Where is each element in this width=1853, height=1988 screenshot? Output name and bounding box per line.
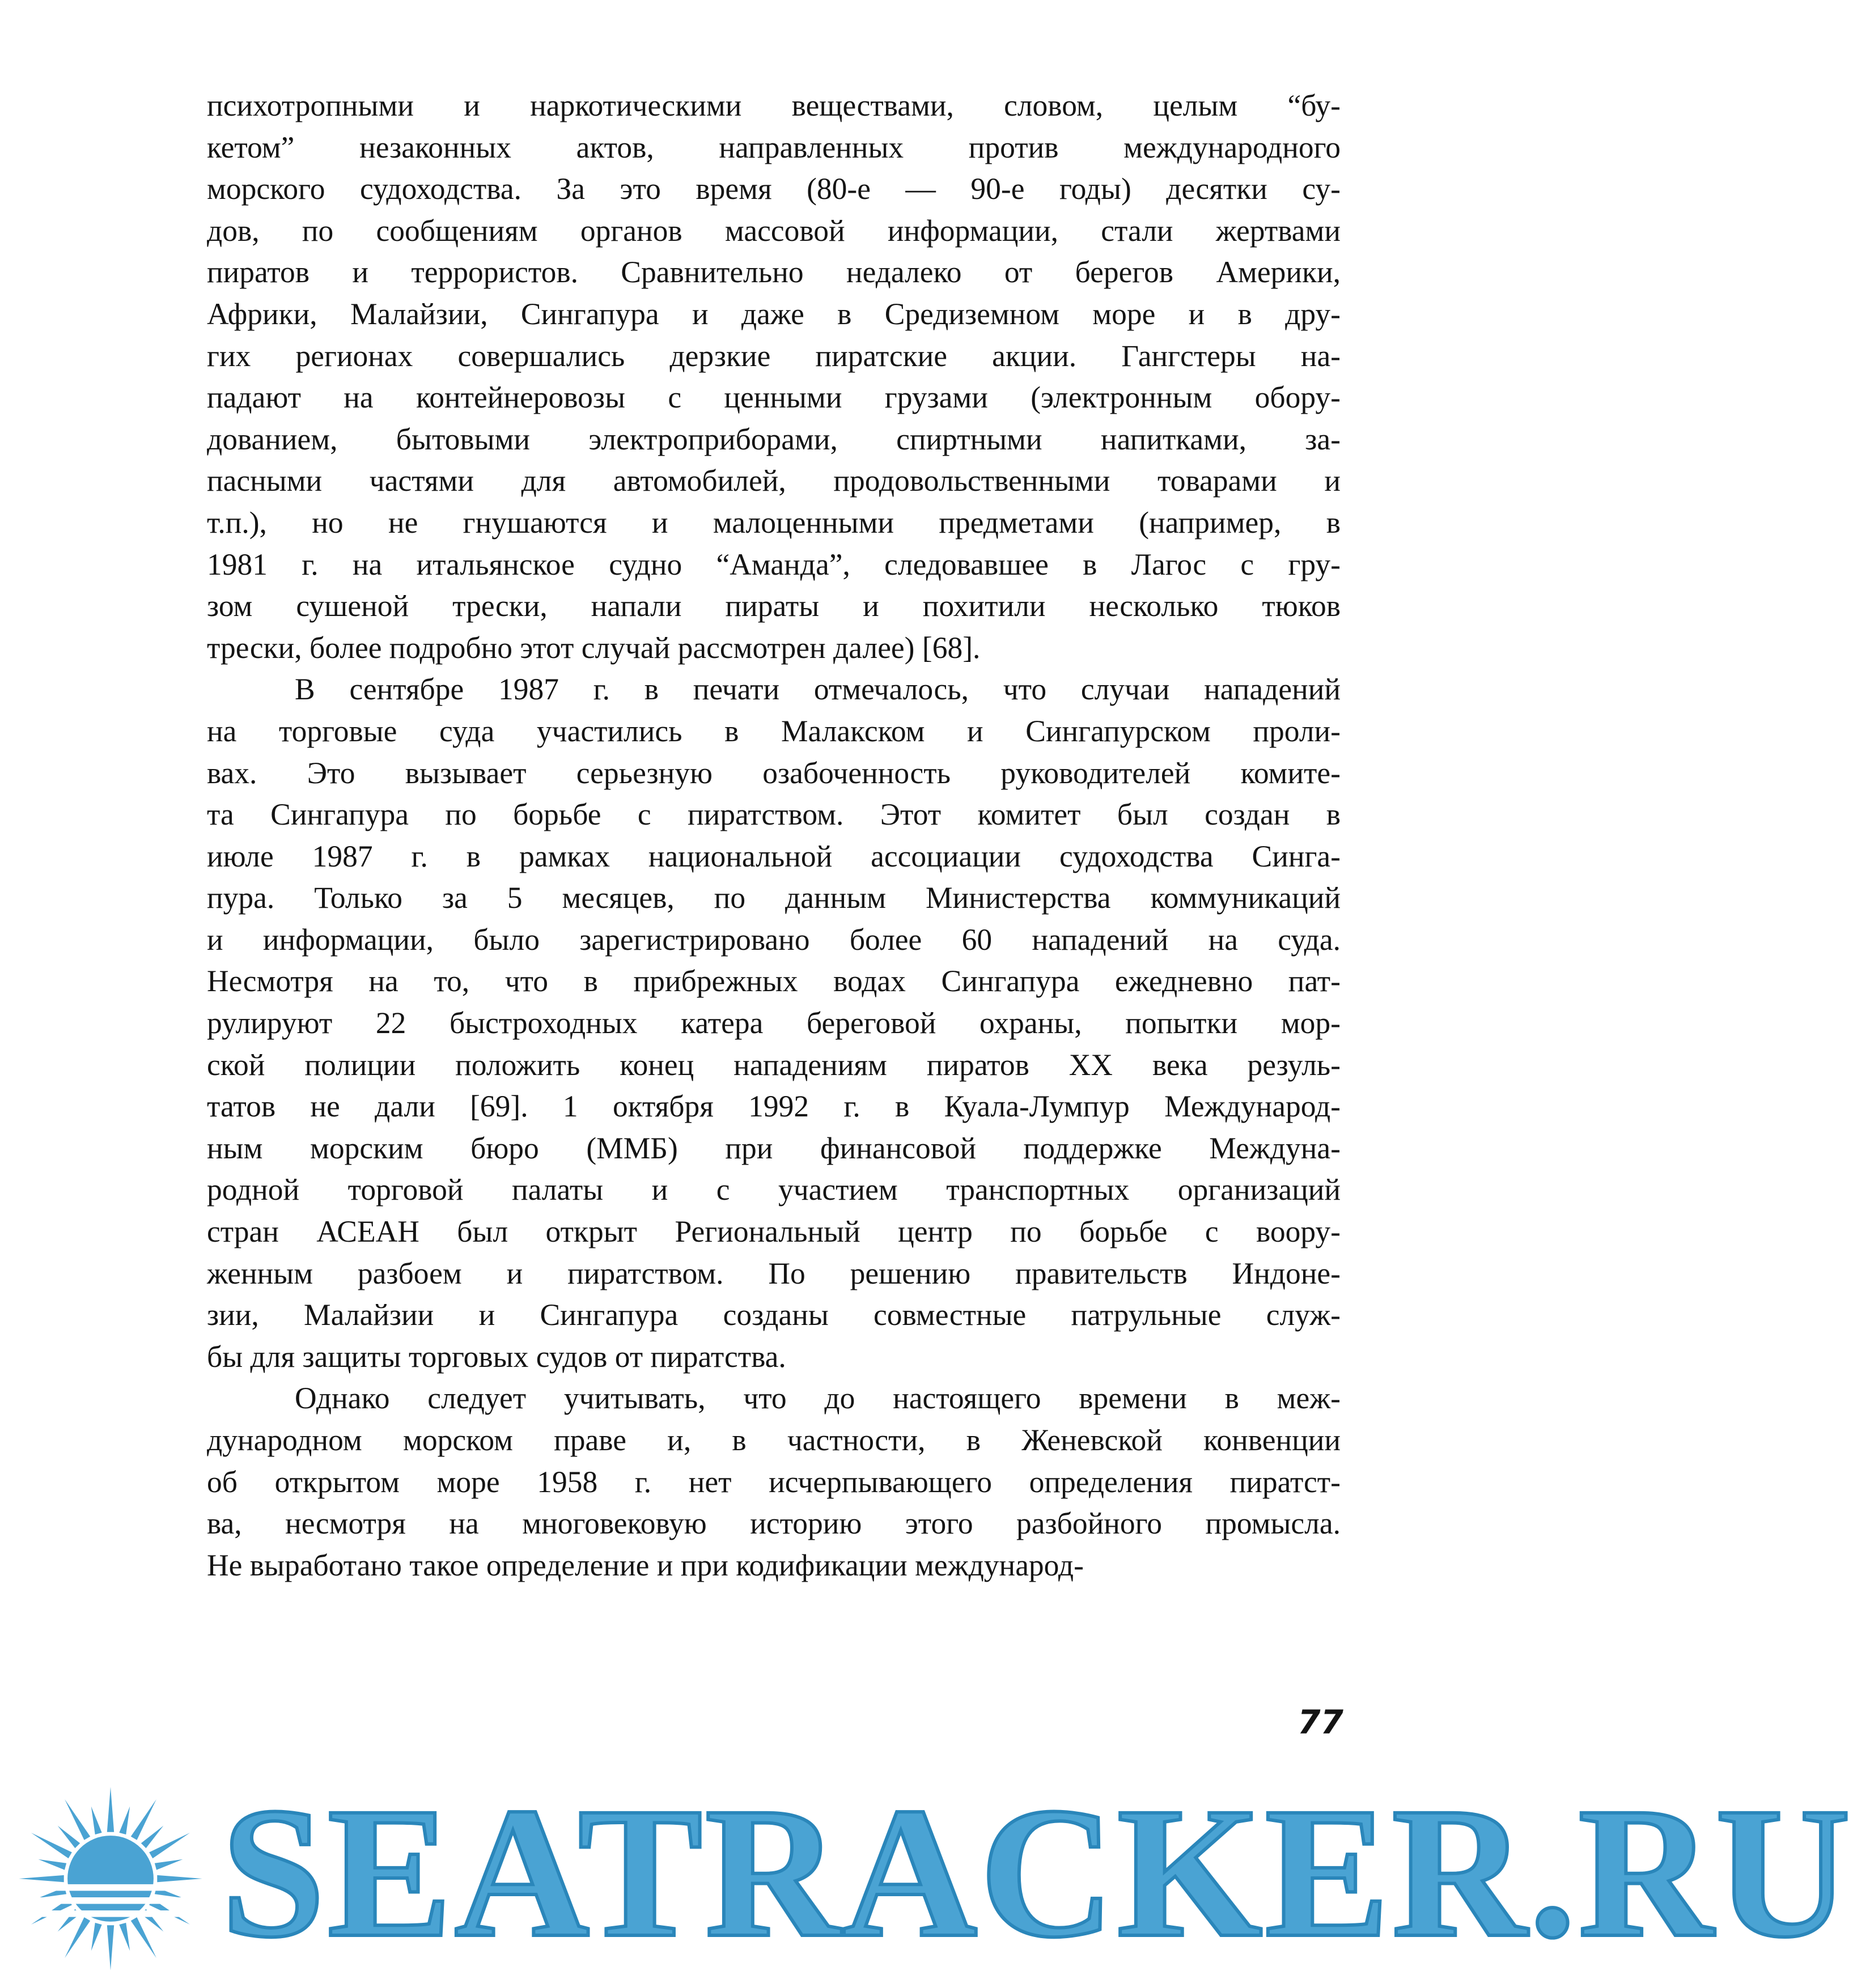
paragraph <box>207 669 1341 1378</box>
sun-ray <box>131 1799 156 1840</box>
sun-ray <box>149 1833 190 1858</box>
sun-ray <box>155 1859 183 1870</box>
sun-ray <box>65 1917 90 1958</box>
sun-icon <box>17 1785 204 1972</box>
sun-ray <box>131 1917 156 1958</box>
text-line: Африки, Малайзии, Сингапура и даже в Средиземном море и в дру- <box>207 296 1341 331</box>
text-line: бы для защиты торговых судов от пиратства. <box>207 1339 786 1374</box>
text-line: женным разбоем и пиратством. По решению правительств Индоне- <box>207 1256 1341 1290</box>
text-line: т.п.), но не гнушаются и малоценными предметами (например, в <box>207 505 1341 540</box>
sun-ray <box>107 1925 114 1970</box>
sun-ray <box>39 1859 67 1870</box>
sun-ray <box>31 1833 72 1858</box>
text-line: вах. Это вызывает серьезную озабоченность руководителей комите- <box>207 755 1341 790</box>
sun-ray <box>65 1799 90 1840</box>
paragraph <box>207 85 1341 669</box>
text-line: об открытом море 1958 г. нет исчерпывающего определения пиратст- <box>207 1464 1341 1499</box>
text-line: пасными частями для автомобилей, продовольственными товарами и <box>207 464 1341 498</box>
text-line: стран АСЕАН был открыт Региональный центр по борьбе с воору- <box>207 1214 1341 1249</box>
text-line: кетом” незаконных актов, направленных против международного <box>207 130 1341 164</box>
text-line: дународном морском праве и, в частности, в Женевской конвенции <box>207 1423 1341 1457</box>
text-line: ным морским бюро (ММБ) при финансовой поддержке Междуна- <box>207 1131 1341 1165</box>
text-line: зии, Малайзии и Сингапура созданы совместные патрульные служ- <box>207 1298 1341 1332</box>
text-line: родной торговой палаты и с участием транспортных организаций <box>207 1173 1341 1207</box>
sun-ray <box>157 1875 202 1882</box>
watermark-logo <box>0 1757 1853 1988</box>
paragraph <box>207 1378 1341 1586</box>
text-line: падают на контейнеровозы с ценными грузами (электронным обору- <box>207 380 1341 415</box>
sun-ray <box>19 1875 63 1882</box>
text-line: гих регионах совершались дерзкие пиратские акции. Гангстеры на- <box>207 338 1341 373</box>
text-line: пиратов и террористов. Сравнительно недалеко от берегов Америки, <box>207 255 1341 290</box>
text-line: ва, несмотря на многовековую историю этого разбойного промысла. <box>207 1506 1341 1541</box>
text-line: морского судоходства. За это время (80-е — 90-е годы) десятки су- <box>207 172 1341 206</box>
text-line: дованием, бытовыми электроприборами, спиртными напитками, за- <box>207 422 1341 456</box>
document-body <box>207 85 1341 1586</box>
text-line: В сентябре 1987 г. в печати отмечалось, что случаи нападений <box>295 672 1341 707</box>
text-line: ской полиции положить конец нападениям пиратов XX века резуль- <box>207 1047 1341 1082</box>
text-line: Не выработано такое определение и при кодификации международ- <box>207 1548 1084 1582</box>
sun-ray <box>91 1807 102 1835</box>
sun-ray <box>58 1826 80 1849</box>
text-line: пура. Только за 5 месяцев, по данным Министерства коммуникаций <box>207 881 1341 915</box>
text-line: татов не дали [69]. 1 октября 1992 г. в Куала-Лумпур Международ- <box>207 1089 1341 1124</box>
text-line: Однако следует учитывать, что до настоящего времени в меж- <box>295 1381 1341 1416</box>
text-line: 1981 г. на итальянское судно “Аманда”, следовавшее в Лагос с гру- <box>207 547 1341 581</box>
watermark-text: SEATRACKER.RU <box>221 1769 1853 1976</box>
sun-ray <box>107 1787 114 1832</box>
text-line: дов, по сообщениям органов массовой информации, стали жертвами <box>207 213 1341 248</box>
text-line: та Сингапура по борьбе с пиратством. Этот комитет был создан в <box>207 797 1341 832</box>
text-line: на торговые суда участились в Малакском и Сингапурском проли- <box>207 713 1341 748</box>
text-line: июле 1987 г. в рамках национальной ассоциации судоходства Синга- <box>207 839 1341 873</box>
text-line: и информации, было зарегистрировано более 60 нападений на суда. <box>207 922 1341 957</box>
sun-ray <box>119 1923 130 1951</box>
text-line: трески, более подробно этот случай рассмотрен далее) [68]. <box>207 630 981 665</box>
sun-ray <box>141 1826 164 1849</box>
text-line: психотропными и наркотическими веществами, словом, целым “бу- <box>207 88 1341 122</box>
text-line: рулируют 22 быстроходных катера береговой охраны, попытки мор- <box>207 1006 1341 1040</box>
text-line: зом сушеной трески, напали пираты и похитили несколько тюков <box>207 589 1341 623</box>
text-line: Несмотря на то, что в прибрежных водах Сингапура ежедневно пат- <box>207 964 1341 999</box>
sun-ray <box>119 1807 130 1835</box>
sun-ray <box>91 1923 102 1951</box>
page-number: 77 <box>1297 1703 1343 1741</box>
